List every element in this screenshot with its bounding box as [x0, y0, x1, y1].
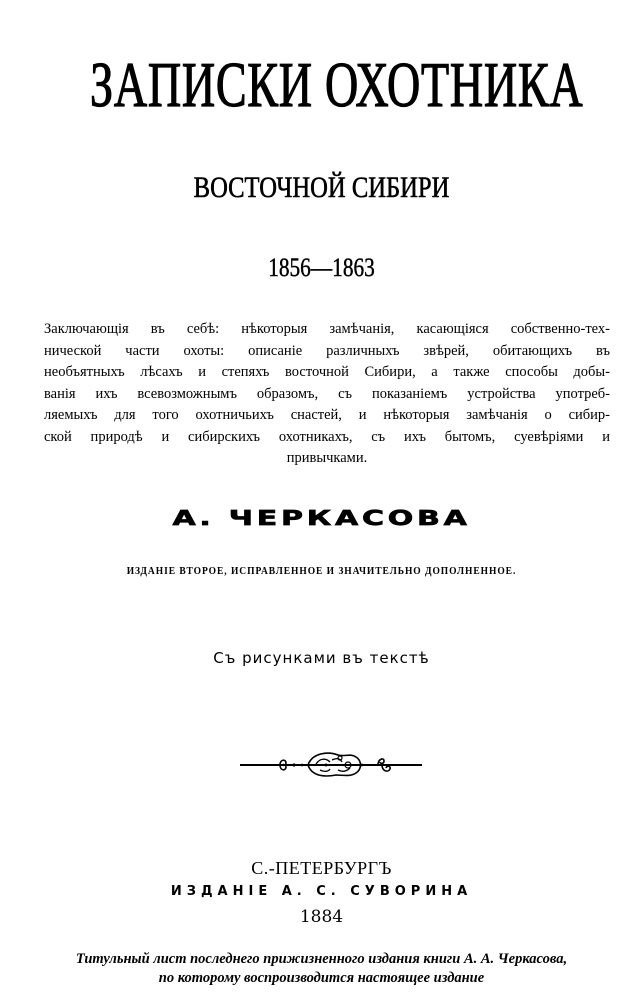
book-subtitle: ВОСТОЧНОЙ СИБИРИ — [193, 171, 450, 204]
description-line: ляемыхъ для того охотничьихъ снастей, и нѣкоторыя замѣчанія о сибир- — [44, 407, 610, 423]
description-line: привычками. — [286, 450, 368, 466]
description-line: необъятныхъ лѣсахъ и степяхъ восточной Сибири, а также способы добы- — [44, 364, 610, 380]
page-caption — [0, 950, 643, 988]
description-line: ванія ихъ всевозможнымъ образомъ, съ показаніемъ устройства употреб- — [44, 385, 610, 402]
author-name: А. ЧЕРКАСОВА — [172, 506, 471, 530]
caption-line: Титульный лист последнего прижизненного издания книги А. А. Черкасова, — [75, 951, 568, 967]
illustrations-note: Съ рисунками въ текстѣ — [213, 649, 430, 667]
description-line: Заключающія въ себѣ: нѣкоторыя замѣчанія, касающіяся собственно-тех- — [44, 321, 610, 337]
years-range: 1856—1863 — [268, 253, 375, 282]
decorative-flourish-divider-icon — [240, 748, 422, 782]
publisher-name: ИЗДАНІЕ А. С. СУВОРИНА — [170, 884, 473, 899]
publication-city: С.-ПЕТЕРБУРГЪ — [251, 858, 392, 878]
book-title: ЗАПИСКИ ОХОТНИКА — [90, 49, 584, 120]
caption-line: по которому воспроизводится настоящее издание — [158, 970, 485, 986]
description-line: нической части охоты: описаніе различныхъ звѣрей, обитающихъ въ — [44, 342, 610, 359]
edition-note: ИЗДАНІЕ ВТОРОЕ, ИСПРАВЛЕННОЕ И ЗНАЧИТЕЛЬНО ДОПОЛНЕННОЕ. — [126, 566, 517, 577]
description-line: ской природѣ и сибирскихъ охотникахъ, съ ихъ бытомъ, суевѣріями и — [44, 428, 610, 445]
description-block — [44, 319, 610, 470]
publication-year: 1884 — [299, 907, 344, 927]
